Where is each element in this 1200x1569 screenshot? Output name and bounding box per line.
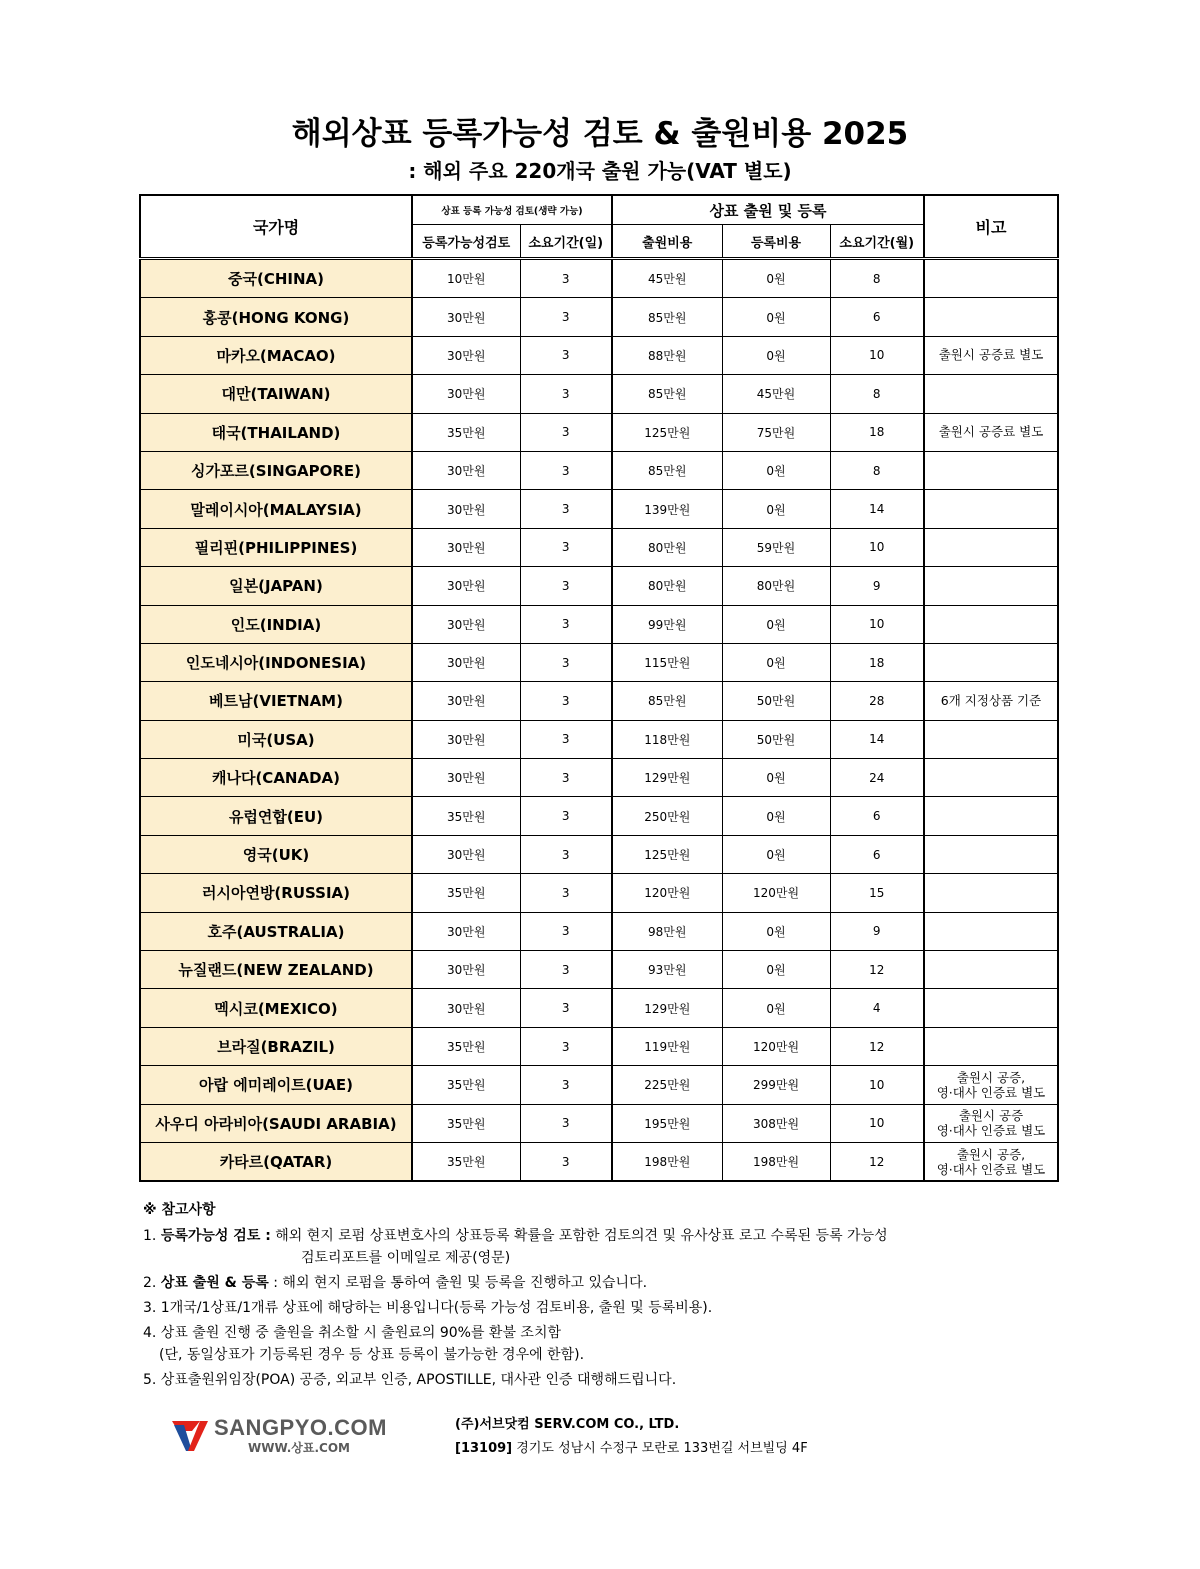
review-fee-cell: 30만원 bbox=[412, 759, 520, 797]
note-cell bbox=[924, 259, 1058, 298]
filing-months-cell: 24 bbox=[830, 759, 924, 797]
filing-fee-cell: 80만원 bbox=[612, 567, 722, 605]
filing-months-cell: 28 bbox=[830, 682, 924, 720]
review-fee-cell: 35만원 bbox=[412, 413, 520, 451]
note-1-text-continued: 검토리포트를 이메일로 제공(영문) bbox=[301, 1250, 511, 1266]
review-days-cell: 3 bbox=[520, 682, 612, 720]
note-cell bbox=[924, 720, 1058, 758]
country-cell: 인도(INDIA) bbox=[140, 605, 412, 643]
registration-fee-cell: 80만원 bbox=[722, 567, 830, 605]
note-cell bbox=[924, 835, 1058, 873]
review-fee-cell: 30만원 bbox=[412, 567, 520, 605]
logo-text: SANGPYO.COM bbox=[214, 1415, 387, 1440]
review-fee-cell: 30만원 bbox=[412, 989, 520, 1027]
registration-fee-cell: 0원 bbox=[722, 490, 830, 528]
note-item-4 bbox=[143, 1322, 1063, 1366]
review-days-cell: 3 bbox=[520, 413, 612, 451]
review-days-cell: 3 bbox=[520, 874, 612, 912]
note-1-text: 해외 현지 로펌 상표변호사의 상표등록 확률을 포함한 검토의견 및 유사상표 로고 수록된 등록 가능성 bbox=[275, 1228, 888, 1244]
review-days-cell: 3 bbox=[520, 336, 612, 374]
table-row bbox=[140, 490, 1058, 528]
filing-fee-cell: 98만원 bbox=[612, 912, 722, 950]
filing-fee-cell: 129만원 bbox=[612, 989, 722, 1027]
filing-fee-cell: 85만원 bbox=[612, 451, 722, 489]
filing-fee-cell: 85만원 bbox=[612, 298, 722, 336]
table-row bbox=[140, 1027, 1058, 1065]
review-fee-cell: 35만원 bbox=[412, 874, 520, 912]
filing-months-cell: 10 bbox=[830, 1104, 924, 1142]
country-cell: 말레이시아(MALAYSIA) bbox=[140, 490, 412, 528]
country-cell: 중국(CHINA) bbox=[140, 259, 412, 298]
note-2-label: 상표 출원 & 등록 bbox=[160, 1275, 269, 1291]
note-cell bbox=[924, 797, 1058, 835]
country-cell: 마카오(MACAO) bbox=[140, 336, 412, 374]
filing-months-cell: 6 bbox=[830, 835, 924, 873]
filing-fee-cell: 129만원 bbox=[612, 759, 722, 797]
country-cell: 베트남(VIETNAM) bbox=[140, 682, 412, 720]
country-cell: 태국(THAILAND) bbox=[140, 413, 412, 451]
country-cell: 싱가포르(SINGAPORE) bbox=[140, 451, 412, 489]
review-fee-cell: 30만원 bbox=[412, 451, 520, 489]
country-cell: 카타르(QATAR) bbox=[140, 1142, 412, 1181]
country-cell: 유럽연합(EU) bbox=[140, 797, 412, 835]
country-cell: 아랍 에미레이트(UAE) bbox=[140, 1066, 412, 1104]
company-info bbox=[455, 1413, 808, 1461]
review-fee-cell: 30만원 bbox=[412, 298, 520, 336]
note-cell bbox=[924, 375, 1058, 413]
notes-heading: ※ 참고사항 bbox=[143, 1202, 216, 1218]
filing-fee-cell: 99만원 bbox=[612, 605, 722, 643]
table-row bbox=[140, 567, 1058, 605]
note-item-5: 5. 상표출원위임장(POA) 공증, 외교부 인증, APOSTILLE, 대사관 인증 대행해드립니다. bbox=[143, 1372, 677, 1388]
filing-months-cell: 8 bbox=[830, 375, 924, 413]
registration-fee-cell: 0원 bbox=[722, 451, 830, 489]
note-cell: 6개 지정상품 기준 bbox=[924, 682, 1058, 720]
note-cell bbox=[924, 605, 1058, 643]
filing-months-cell: 6 bbox=[830, 797, 924, 835]
filing-months-cell: 10 bbox=[830, 528, 924, 566]
review-fee-cell: 30만원 bbox=[412, 375, 520, 413]
registration-fee-cell: 0원 bbox=[722, 912, 830, 950]
country-cell: 캐나다(CANADA) bbox=[140, 759, 412, 797]
filing-months-cell: 18 bbox=[830, 643, 924, 681]
table-row bbox=[140, 682, 1058, 720]
table-row bbox=[140, 298, 1058, 336]
registration-fee-cell: 120만원 bbox=[722, 1027, 830, 1065]
page-title: 해외상표 등록가능성 검토 & 출원비용 2025 bbox=[291, 116, 909, 152]
note-cell: 출원시 공증 영·대사 인증료 별도 bbox=[924, 1104, 1058, 1142]
filing-fee-cell: 85만원 bbox=[612, 682, 722, 720]
registration-fee-cell: 0원 bbox=[722, 259, 830, 298]
filing-fee-cell: 118만원 bbox=[612, 720, 722, 758]
country-cell: 영국(UK) bbox=[140, 835, 412, 873]
filing-months-cell: 6 bbox=[830, 298, 924, 336]
table-body bbox=[140, 259, 1058, 1182]
review-days-cell: 3 bbox=[520, 528, 612, 566]
review-fee-cell: 30만원 bbox=[412, 912, 520, 950]
registration-fee-cell: 0원 bbox=[722, 643, 830, 681]
note-cell: 출원시 공증, 영·대사 인증료 별도 bbox=[924, 1142, 1058, 1181]
table-row bbox=[140, 989, 1058, 1027]
table-row bbox=[140, 643, 1058, 681]
filing-months-cell: 9 bbox=[830, 912, 924, 950]
country-cell: 뉴질랜드(NEW ZEALAND) bbox=[140, 951, 412, 989]
review-days-cell: 3 bbox=[520, 643, 612, 681]
company-postcode: [13109] bbox=[455, 1441, 513, 1456]
header-review-group: 상표 등록 가능성 검토(생략 가능) bbox=[412, 195, 612, 225]
header-review-days: 소요기간(일) bbox=[520, 225, 612, 259]
table-row bbox=[140, 259, 1058, 298]
header-filing-months: 소요기간(월) bbox=[830, 225, 924, 259]
filing-months-cell: 9 bbox=[830, 567, 924, 605]
country-cell: 브라질(BRAZIL) bbox=[140, 1027, 412, 1065]
registration-fee-cell: 45만원 bbox=[722, 375, 830, 413]
filing-fee-cell: 125만원 bbox=[612, 835, 722, 873]
review-days-cell: 3 bbox=[520, 797, 612, 835]
note-4-text-continued: (단, 동일상표가 기등록된 경우 등 상표 등록이 불가능한 경우에 한함). bbox=[159, 1347, 585, 1363]
filing-fee-cell: 120만원 bbox=[612, 874, 722, 912]
review-days-cell: 3 bbox=[520, 451, 612, 489]
registration-fee-cell: 120만원 bbox=[722, 874, 830, 912]
note-cell bbox=[924, 528, 1058, 566]
review-fee-cell: 35만원 bbox=[412, 1142, 520, 1181]
table-row bbox=[140, 874, 1058, 912]
review-days-cell: 3 bbox=[520, 259, 612, 298]
header-filing-fee: 출원비용 bbox=[612, 225, 722, 259]
note-cell bbox=[924, 912, 1058, 950]
filing-fee-cell: 250만원 bbox=[612, 797, 722, 835]
registration-fee-cell: 59만원 bbox=[722, 528, 830, 566]
review-days-cell: 3 bbox=[520, 951, 612, 989]
table-row bbox=[140, 1104, 1058, 1142]
country-cell: 필리핀(PHILIPPINES) bbox=[140, 528, 412, 566]
registration-fee-cell: 75만원 bbox=[722, 413, 830, 451]
country-cell: 미국(USA) bbox=[140, 720, 412, 758]
review-days-cell: 3 bbox=[520, 605, 612, 643]
filing-fee-cell: 93만원 bbox=[612, 951, 722, 989]
filing-months-cell: 15 bbox=[830, 874, 924, 912]
review-days-cell: 3 bbox=[520, 989, 612, 1027]
note-item-1 bbox=[143, 1225, 1063, 1269]
registration-fee-cell: 50만원 bbox=[722, 720, 830, 758]
note-cell bbox=[924, 951, 1058, 989]
review-days-cell: 3 bbox=[520, 567, 612, 605]
review-fee-cell: 10만원 bbox=[412, 259, 520, 298]
note-cell bbox=[924, 1027, 1058, 1065]
company-address: 경기도 성남시 수정구 모란로 133번길 서브빌딩 4F bbox=[516, 1441, 808, 1456]
filing-months-cell: 10 bbox=[830, 605, 924, 643]
filing-months-cell: 12 bbox=[830, 1027, 924, 1065]
filing-months-cell: 14 bbox=[830, 720, 924, 758]
review-days-cell: 3 bbox=[520, 1066, 612, 1104]
review-fee-cell: 30만원 bbox=[412, 643, 520, 681]
table-row bbox=[140, 1142, 1058, 1181]
note-cell: 출원시 공증, 영·대사 인증료 별도 bbox=[924, 1066, 1058, 1104]
registration-fee-cell: 0원 bbox=[722, 989, 830, 1027]
review-days-cell: 3 bbox=[520, 1104, 612, 1142]
company-logo bbox=[170, 1415, 400, 1459]
note-4-text: 4. 상표 출원 진행 중 출원을 취소할 시 출원료의 90%를 환불 조치함 bbox=[143, 1325, 562, 1341]
review-fee-cell: 30만원 bbox=[412, 682, 520, 720]
filing-fee-cell: 195만원 bbox=[612, 1104, 722, 1142]
registration-fee-cell: 0원 bbox=[722, 951, 830, 989]
filing-fee-cell: 225만원 bbox=[612, 1066, 722, 1104]
note-cell bbox=[924, 989, 1058, 1027]
review-fee-cell: 30만원 bbox=[412, 490, 520, 528]
table-row bbox=[140, 720, 1058, 758]
review-days-cell: 3 bbox=[520, 298, 612, 336]
registration-fee-cell: 0원 bbox=[722, 797, 830, 835]
cost-table bbox=[139, 194, 1059, 1182]
page-subtitle: : 해외 주요 220개국 출원 가능(VAT 별도) bbox=[408, 159, 792, 183]
filing-fee-cell: 115만원 bbox=[612, 643, 722, 681]
review-days-cell: 3 bbox=[520, 490, 612, 528]
filing-fee-cell: 139만원 bbox=[612, 490, 722, 528]
country-cell: 멕시코(MEXICO) bbox=[140, 989, 412, 1027]
review-fee-cell: 30만원 bbox=[412, 720, 520, 758]
logo-subtext: WWW.상표.COM bbox=[248, 1441, 350, 1455]
review-fee-cell: 30만원 bbox=[412, 528, 520, 566]
review-days-cell: 3 bbox=[520, 1142, 612, 1181]
filing-months-cell: 4 bbox=[830, 989, 924, 1027]
logo-mark-icon bbox=[170, 1417, 210, 1455]
notes-section bbox=[143, 1199, 1063, 1394]
review-fee-cell: 30만원 bbox=[412, 336, 520, 374]
table-row bbox=[140, 336, 1058, 374]
table-row bbox=[140, 605, 1058, 643]
registration-fee-cell: 50만원 bbox=[722, 682, 830, 720]
table-row bbox=[140, 835, 1058, 873]
note-2-text: : 해외 현지 로펌을 통하여 출원 및 등록을 진행하고 있습니다. bbox=[273, 1275, 648, 1291]
note-cell bbox=[924, 490, 1058, 528]
filing-fee-cell: 80만원 bbox=[612, 528, 722, 566]
filing-fee-cell: 119만원 bbox=[612, 1027, 722, 1065]
review-fee-cell: 30만원 bbox=[412, 605, 520, 643]
review-fee-cell: 35만원 bbox=[412, 1027, 520, 1065]
registration-fee-cell: 0원 bbox=[722, 759, 830, 797]
review-days-cell: 3 bbox=[520, 835, 612, 873]
table-row bbox=[140, 528, 1058, 566]
country-cell: 호주(AUSTRALIA) bbox=[140, 912, 412, 950]
filing-fee-cell: 45만원 bbox=[612, 259, 722, 298]
header-filing-group: 상표 출원 및 등록 bbox=[612, 195, 924, 225]
company-address-line bbox=[455, 1437, 808, 1461]
review-fee-cell: 35만원 bbox=[412, 1066, 520, 1104]
filing-months-cell: 18 bbox=[830, 413, 924, 451]
review-days-cell: 3 bbox=[520, 759, 612, 797]
registration-fee-cell: 308만원 bbox=[722, 1104, 830, 1142]
note-cell bbox=[924, 759, 1058, 797]
note-cell bbox=[924, 451, 1058, 489]
table-row bbox=[140, 1066, 1058, 1104]
note-1-label: 등록가능성 검토 : bbox=[160, 1228, 271, 1244]
note-2-number: 2. bbox=[143, 1275, 157, 1291]
note-cell bbox=[924, 874, 1058, 912]
filing-months-cell: 14 bbox=[830, 490, 924, 528]
header-note: 비고 bbox=[924, 195, 1058, 259]
registration-fee-cell: 0원 bbox=[722, 605, 830, 643]
registration-fee-cell: 0원 bbox=[722, 298, 830, 336]
header-review-fee: 등록가능성검토 bbox=[412, 225, 520, 259]
filing-months-cell: 12 bbox=[830, 1142, 924, 1181]
note-cell bbox=[924, 298, 1058, 336]
header-registration-fee: 등록비용 bbox=[722, 225, 830, 259]
review-fee-cell: 30만원 bbox=[412, 951, 520, 989]
filing-fee-cell: 85만원 bbox=[612, 375, 722, 413]
table-row bbox=[140, 413, 1058, 451]
review-fee-cell: 35만원 bbox=[412, 1104, 520, 1142]
filing-months-cell: 12 bbox=[830, 951, 924, 989]
note-cell bbox=[924, 643, 1058, 681]
review-days-cell: 3 bbox=[520, 720, 612, 758]
note-cell: 출원시 공증료 별도 bbox=[924, 413, 1058, 451]
review-fee-cell: 35만원 bbox=[412, 797, 520, 835]
review-fee-cell: 30만원 bbox=[412, 835, 520, 873]
review-days-cell: 3 bbox=[520, 912, 612, 950]
country-cell: 대만(TAIWAN) bbox=[140, 375, 412, 413]
company-name: (주)서브닷컴 SERV.COM CO., LTD. bbox=[455, 1417, 680, 1432]
registration-fee-cell: 198만원 bbox=[722, 1142, 830, 1181]
country-cell: 사우디 아라비아(SAUDI ARABIA) bbox=[140, 1104, 412, 1142]
country-cell: 러시아연방(RUSSIA) bbox=[140, 874, 412, 912]
table-row bbox=[140, 451, 1058, 489]
registration-fee-cell: 299만원 bbox=[722, 1066, 830, 1104]
header-country: 국가명 bbox=[140, 195, 412, 259]
table-row bbox=[140, 797, 1058, 835]
table-row bbox=[140, 759, 1058, 797]
review-days-cell: 3 bbox=[520, 1027, 612, 1065]
note-item-2 bbox=[143, 1272, 1063, 1294]
registration-fee-cell: 0원 bbox=[722, 336, 830, 374]
country-cell: 홍콩(HONG KONG) bbox=[140, 298, 412, 336]
filing-fee-cell: 125만원 bbox=[612, 413, 722, 451]
filing-months-cell: 10 bbox=[830, 1066, 924, 1104]
note-cell: 출원시 공증료 별도 bbox=[924, 336, 1058, 374]
note-cell bbox=[924, 567, 1058, 605]
table-row bbox=[140, 951, 1058, 989]
note-item-3: 3. 1개국/1상표/1개류 상표에 해당하는 비용입니다(등록 가능성 검토비용, 출원 및 등록비용). bbox=[143, 1300, 713, 1316]
filing-fee-cell: 198만원 bbox=[612, 1142, 722, 1181]
country-cell: 인도네시아(INDONESIA) bbox=[140, 643, 412, 681]
filing-months-cell: 10 bbox=[830, 336, 924, 374]
note-1-number: 1. bbox=[143, 1228, 157, 1244]
review-days-cell: 3 bbox=[520, 375, 612, 413]
registration-fee-cell: 0원 bbox=[722, 835, 830, 873]
table-row bbox=[140, 912, 1058, 950]
table-row bbox=[140, 375, 1058, 413]
country-cell: 일본(JAPAN) bbox=[140, 567, 412, 605]
filing-months-cell: 8 bbox=[830, 451, 924, 489]
filing-fee-cell: 88만원 bbox=[612, 336, 722, 374]
filing-months-cell: 8 bbox=[830, 259, 924, 298]
